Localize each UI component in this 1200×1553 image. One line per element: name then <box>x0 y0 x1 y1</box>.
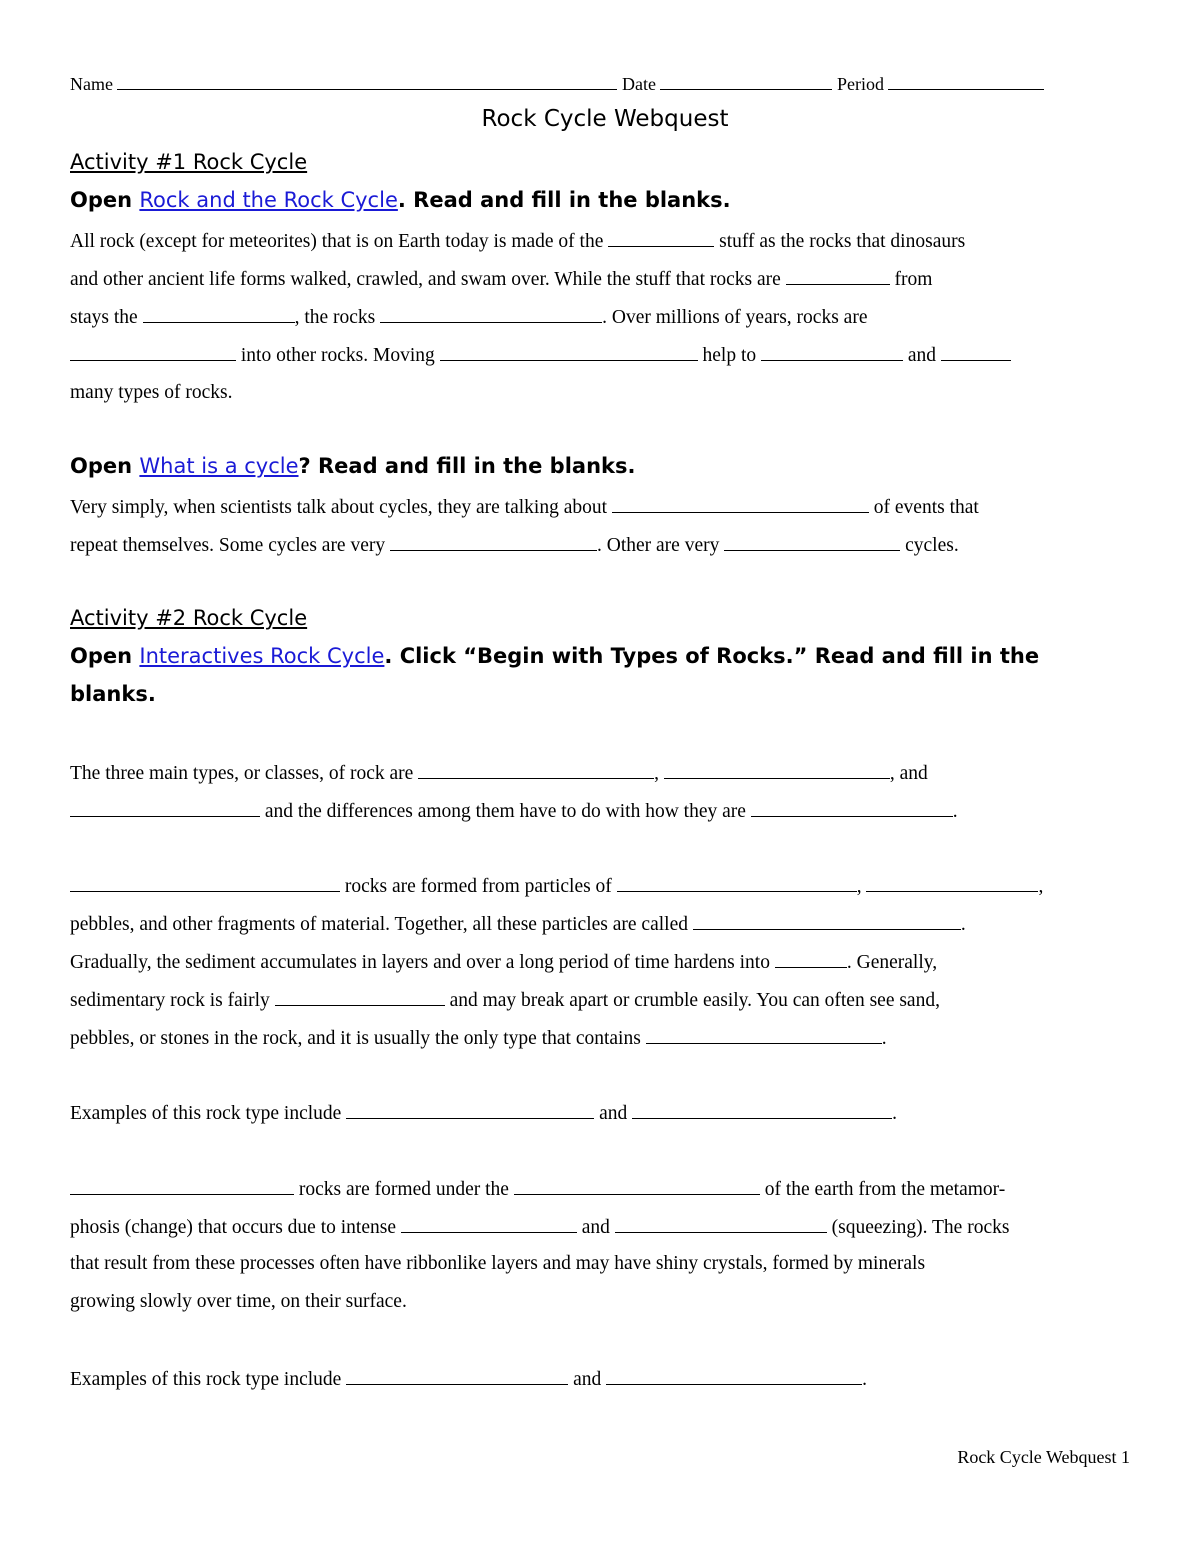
text: and may break apart or crumble easily. You can often see sand, <box>444 990 940 1011</box>
period-label: Period <box>836 74 884 94</box>
blank[interactable] <box>617 874 857 892</box>
blank[interactable] <box>615 1215 827 1233</box>
text: stuff as the rocks that dinosaurs <box>714 231 966 252</box>
blank[interactable] <box>786 267 890 285</box>
what-is-a-cycle-link[interactable]: What is a cycle <box>139 454 299 478</box>
open-label: Open <box>70 644 140 668</box>
date-label: Date <box>621 74 656 94</box>
text: and <box>576 1217 615 1238</box>
text: . <box>952 801 958 822</box>
a2p3-line4: growing slowly over time, on their surface. <box>70 1291 407 1312</box>
instruction-text: . Read and fill in the blanks. <box>397 188 731 212</box>
blank[interactable] <box>143 305 295 323</box>
blank[interactable] <box>775 950 847 968</box>
header-fields <box>70 72 1044 95</box>
a1p2-line1 <box>70 495 979 519</box>
text: and <box>594 1103 633 1124</box>
instruction-text: . Click “Begin with Types of Rocks.” Read and fill in the <box>384 644 1040 668</box>
blank[interactable] <box>390 533 597 551</box>
blank[interactable] <box>608 229 714 247</box>
activity1-instruction-2 <box>70 454 635 478</box>
text: cycles. <box>900 535 959 556</box>
text: Very simply, when scientists talk about cycles, they are talking about <box>70 497 612 518</box>
text: and <box>903 345 941 366</box>
text: from <box>889 269 933 290</box>
open-label: Open <box>70 188 140 212</box>
text: stays the <box>70 307 143 328</box>
a2p2-line1 <box>70 874 1043 898</box>
text: All rock (except for meteorites) that is on Earth today is made of the <box>70 231 609 252</box>
blank[interactable] <box>751 799 953 817</box>
text: . Generally, <box>846 952 938 973</box>
text: of events that <box>868 497 979 518</box>
activity2-instruction-line2: blanks. <box>70 682 156 706</box>
a2p1-line1 <box>70 761 928 785</box>
activity2-heading: Activity #2 Rock Cycle <box>70 606 308 630</box>
a2p3-line1 <box>70 1177 1005 1201</box>
activity2-instruction-line1 <box>70 644 1039 668</box>
activity1-heading: Activity #1 Rock Cycle <box>70 150 308 174</box>
blank[interactable] <box>70 874 340 892</box>
text: . <box>960 914 966 935</box>
text: rocks are formed from particles of <box>340 876 617 897</box>
blank[interactable] <box>440 343 698 361</box>
text: , and <box>889 763 928 784</box>
text: , the rocks <box>294 307 381 328</box>
text: Gradually, the sediment accumulates in layers and over a long period of time hardens into <box>70 952 775 973</box>
a2p2-line4 <box>70 988 940 1012</box>
text: pebbles, or stones in the rock, and it is usually the only type that contains <box>70 1028 646 1049</box>
a2p2-line2 <box>70 912 966 936</box>
text: and other ancient life forms walked, crawled, and swam over. While the stuff that rocks are <box>70 269 786 290</box>
a2p1-line2 <box>70 799 958 823</box>
a2p3-line2 <box>70 1215 1009 1239</box>
page-footer: Rock Cycle Webquest 1 <box>957 1447 1130 1467</box>
a1p1-line1 <box>70 229 965 253</box>
text: phosis (change) that occurs due to intense <box>70 1217 401 1238</box>
a1p2-line2 <box>70 533 959 557</box>
open-label: Open <box>70 454 140 478</box>
rock-cycle-link[interactable]: Rock and the Rock Cycle <box>139 188 398 212</box>
a1p1-line3 <box>70 305 867 329</box>
text: help to <box>697 345 762 366</box>
name-label: Name <box>70 74 113 94</box>
blank[interactable] <box>724 533 900 551</box>
blank[interactable] <box>693 912 961 930</box>
blank[interactable] <box>401 1215 577 1233</box>
text: and the differences among them have to do with how they are <box>260 801 751 822</box>
text: and <box>568 1369 607 1390</box>
text: . <box>862 1369 867 1390</box>
interactives-rock-cycle-link[interactable]: Interactives Rock Cycle <box>139 644 385 668</box>
blank[interactable] <box>275 988 445 1006</box>
a2p2-line5 <box>70 1026 887 1050</box>
blank[interactable] <box>632 1101 892 1119</box>
blank[interactable] <box>664 761 890 779</box>
blank[interactable] <box>346 1367 568 1385</box>
text: into other rocks. Moving <box>236 345 440 366</box>
blank[interactable] <box>70 1177 294 1195</box>
blank[interactable] <box>70 799 260 817</box>
a1p1-line5: many types of rocks. <box>70 382 233 403</box>
a1p1-line2 <box>70 267 932 291</box>
text: . Other are very <box>597 535 725 556</box>
text: . Over millions of years, rocks are <box>602 307 868 328</box>
examples-metamorphic <box>70 1367 867 1391</box>
blank[interactable] <box>941 343 1011 361</box>
text: sedimentary rock is fairly <box>70 990 275 1011</box>
text: Examples of this rock type include <box>70 1369 347 1390</box>
page-title: Rock Cycle Webquest <box>481 106 729 132</box>
examples-sedimentary <box>70 1101 897 1125</box>
a2p3-line3: that result from these processes often have ribbonlike layers and may have shiny crystals, formed by minerals <box>70 1253 926 1274</box>
text: . <box>881 1028 887 1049</box>
blank[interactable] <box>761 343 903 361</box>
blank[interactable] <box>418 761 654 779</box>
text: , <box>1038 876 1044 897</box>
blank[interactable] <box>380 305 602 323</box>
text: , <box>654 763 664 784</box>
activity1-instruction-1 <box>70 188 731 212</box>
blank[interactable] <box>346 1101 594 1119</box>
blank[interactable] <box>866 874 1038 892</box>
text: of the earth from the metamor- <box>759 1179 1006 1200</box>
period-blank[interactable] <box>888 72 1044 90</box>
blank[interactable] <box>514 1177 760 1195</box>
text: pebbles, and other fragments of material. Together, all these particles are called <box>70 914 693 935</box>
a2p2-line3 <box>70 950 937 974</box>
instruction-text: ? Read and fill in the blanks. <box>298 454 636 478</box>
text: Examples of this rock type include <box>70 1103 347 1124</box>
text: repeat themselves. Some cycles are very <box>70 535 390 556</box>
blank[interactable] <box>606 1367 862 1385</box>
text: The three main types, or classes, of rock are <box>70 763 419 784</box>
date-blank[interactable] <box>660 72 832 90</box>
blank[interactable] <box>70 343 236 361</box>
text: (squeezing). The rocks <box>826 1217 1010 1238</box>
text: rocks are formed under the <box>294 1179 514 1200</box>
blank[interactable] <box>612 495 869 513</box>
text: , <box>856 876 867 897</box>
blank[interactable] <box>646 1026 882 1044</box>
name-blank[interactable] <box>117 72 617 90</box>
text: . <box>892 1103 897 1124</box>
a1p1-line4 <box>70 343 1011 367</box>
